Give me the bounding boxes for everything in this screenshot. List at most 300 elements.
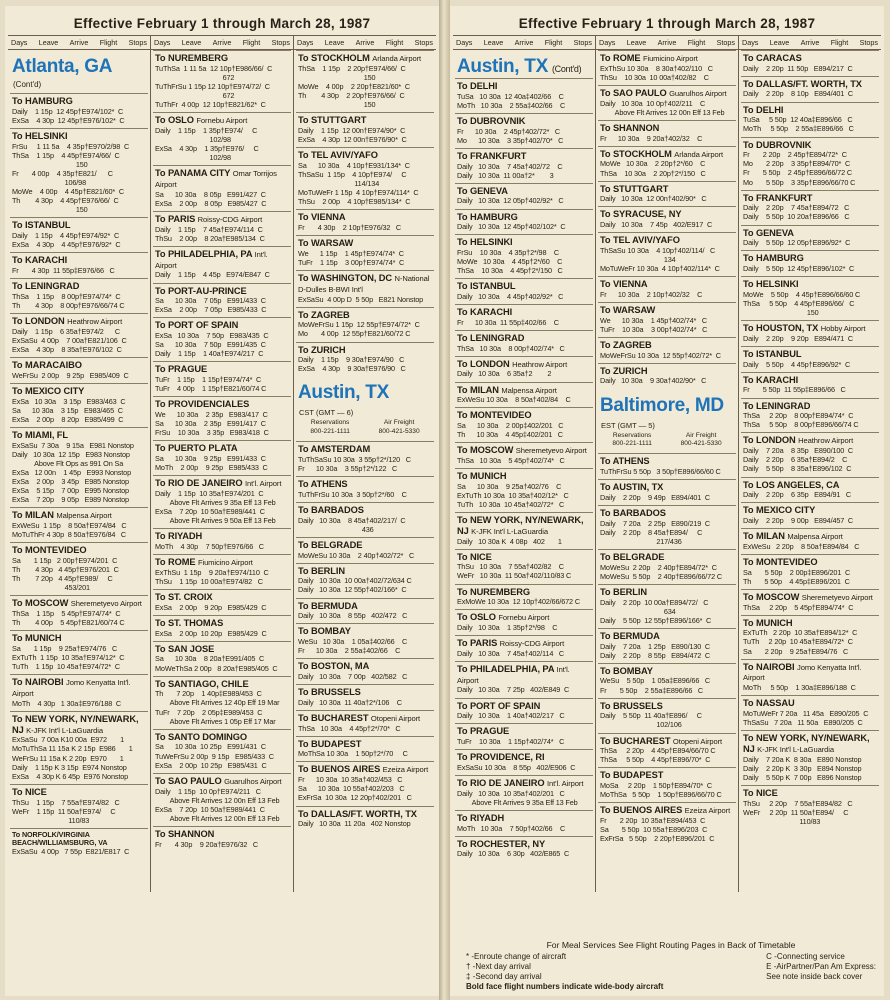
- flight-row: Daily 7 20a 8 35p E890/100 C: [743, 446, 854, 456]
- destination-name: To NEW YORK, NY/NEWARK, NJ: [457, 515, 584, 536]
- flight-row: 102/106: [600, 720, 682, 730]
- flight-row: ExSa 4 30p 4 45p†E976/92* C: [12, 240, 121, 250]
- meal-services-note: For Meal Services See Flight Routing Pages in Back of Timetable: [546, 940, 796, 951]
- flight-row: ExSa 2 00p 10 20p E985/429 C: [155, 628, 267, 638]
- destination-block: [455, 836, 593, 862]
- destination-block: [10, 427, 148, 507]
- destination-airport: Heathrow Airport: [798, 436, 854, 446]
- flight-row: Above Flt Arrives 1 05p Eff 17 Mar: [155, 716, 276, 726]
- destination-heading: [600, 508, 734, 519]
- flight-row: MoWeSu 2 20p 2 40p†E894/72* C: [600, 562, 717, 572]
- destination-name: To MUNICH: [743, 617, 793, 628]
- destination-heading: [12, 220, 146, 231]
- destination-block: [10, 674, 148, 711]
- flight-row: Daily 2 20p 6 35a†E894/2 C: [743, 455, 848, 465]
- destination-block: [153, 475, 291, 528]
- destination-block: [296, 112, 434, 147]
- flight-row: Daily 10 30a 6 30p 402/E865 C: [457, 849, 570, 859]
- destination-block: [741, 137, 879, 190]
- flight-row: MoThSa 5 50p 1 50p†E896/66/70 C: [600, 790, 722, 800]
- flight-row: WeFr 1 15p 11 50a†E974/ C: [12, 806, 116, 816]
- destination-airport: Int'l. Airport: [155, 249, 268, 270]
- destination-block: [153, 826, 291, 852]
- flight-row: 114/134: [298, 179, 380, 189]
- flight-row: WeFrSu 2 00p 9 25p E985/409 C: [12, 370, 129, 380]
- destination-block: [153, 615, 291, 641]
- destination-heading: [743, 480, 877, 491]
- flight-row: WeFr 2 20p 11 50a†E894/ C: [743, 807, 849, 817]
- column-label-days: Days: [297, 38, 314, 47]
- destination-heading: [600, 631, 734, 642]
- flight-row: ThSu 1 15p 10 00a†E974/82 C: [155, 577, 263, 587]
- destination-airport: Malpensa Airport: [787, 532, 843, 542]
- reservations-phone: [612, 432, 652, 450]
- destination-block: [598, 628, 736, 663]
- legend-airpartner: E -AirPartner/Pan Am Express:: [766, 962, 876, 971]
- destination-name: To PARIS: [457, 638, 498, 649]
- destination-heading: [12, 386, 146, 397]
- flight-row: Daily 1 15p 10 0p†E974/211 C: [155, 786, 261, 796]
- flight-row: Daily 10 30a 10 35a†402/201 C: [457, 788, 565, 798]
- flight-row: ExFrSa 10 30a 12 20p†402/201 C: [298, 793, 412, 803]
- flight-row: ThSu 10 30a 7 55a†402/82 C: [457, 562, 564, 572]
- wide-body-note: Bold face flight numbers indicate wide-body aircraft: [466, 982, 664, 991]
- column-label-flight: Flight: [687, 38, 706, 47]
- flight-row: Sa 1 15p 9 25a†E974/76 C: [12, 644, 118, 654]
- origin-city-cont: (Cont'd): [551, 64, 582, 74]
- destination-airport: Ezeiza Airport: [382, 765, 429, 775]
- destination-name: To PHILADELPHIA, PA: [155, 248, 253, 259]
- flight-row: 672: [155, 91, 235, 101]
- destination-name: To WARSAW: [600, 305, 656, 316]
- destination-heading: [457, 515, 591, 536]
- destination-block: [598, 206, 736, 232]
- origin-city-name: Austin, TX: [298, 382, 389, 404]
- schedule-column: [739, 50, 881, 892]
- destination-heading: [12, 316, 146, 327]
- destination-block: [598, 276, 736, 302]
- destination-block: [455, 382, 593, 408]
- destination-name: To HOUSTON, TX: [743, 323, 819, 334]
- destination-name: To PHILADELPHIA, PA: [457, 664, 555, 674]
- column-label-flight: Flight: [544, 38, 563, 47]
- timezone-label: EST (GMT — 5): [601, 420, 655, 430]
- flight-row: ExWeSu 10 30a 8 50a†402/84 C: [457, 395, 571, 405]
- destination-heading: [743, 193, 877, 204]
- destination-block: [296, 710, 434, 736]
- flight-row: Daily 1 15p 4 45p E974/E847 C: [155, 270, 270, 280]
- flight-row: Daily 1 15p 9 30a†E974/90 C: [298, 355, 405, 365]
- flight-row: Sa 5 50p 10 55a†E896/203 C: [600, 825, 708, 835]
- destination-name: To NEW YORK, NY/NEWARK, NJ: [12, 713, 139, 735]
- destination-heading: [155, 115, 289, 126]
- column-label-stops: Stops: [716, 38, 735, 47]
- destination-name: To DALLAS/FT. WORTH, TX: [298, 808, 417, 819]
- destination-name: To SAN JOSE: [155, 643, 215, 654]
- destination-heading: [12, 360, 146, 371]
- flight-row: Th 7 20p 4 45p†E989/ C: [12, 574, 113, 584]
- destination-airport: Malpensa Airport: [501, 385, 557, 395]
- flight-row: Above Flt Arrives 9 35a Eff 13 Feb: [457, 797, 578, 807]
- schedule-column: [151, 50, 294, 892]
- destination-name: To BERLIN: [298, 565, 345, 576]
- destination-name: To MILAN: [743, 531, 785, 542]
- destination-block: [598, 363, 736, 389]
- destination-heading: [12, 255, 146, 266]
- destination-airport: Int'l. Airport: [244, 479, 282, 489]
- column-label-arrive: Arrive: [69, 38, 89, 47]
- destination-airport: Fiumicino Airport: [642, 54, 698, 63]
- column-label-leave: Leave: [483, 38, 504, 47]
- flight-row: MoWe 10 30a 2 20p†2*/60 C: [600, 159, 706, 169]
- destination-block: [296, 658, 434, 684]
- flight-row: Daily 10 30a 1 40a†402/217 C: [457, 711, 565, 721]
- destination-block: [153, 589, 291, 615]
- flight-row: ExSa 4 30p K 6 45p E976 Nonstop: [12, 771, 129, 781]
- destination-heading: [298, 479, 432, 490]
- destination-name: To BUCHAREST: [600, 735, 671, 746]
- destination-block: [741, 50, 879, 76]
- destination-name: To SAO PAULO: [155, 775, 222, 786]
- destination-name: To GENEVA: [743, 227, 794, 238]
- destination-block: [455, 113, 593, 148]
- flight-row: Daily 2 20p 9 20p E894/471 C: [743, 333, 854, 343]
- reservations-number: 800-221-1111: [310, 428, 350, 436]
- flight-row: Above Flt Arrives 9 35a Eff 13 Feb: [155, 498, 276, 508]
- destination-name: To BUDAPEST: [298, 738, 362, 749]
- destination-heading: [600, 587, 734, 598]
- flight-row: Daily 10 30a 1 35p†2*/98 C: [457, 623, 558, 633]
- destination-name: To BOSTON, MA: [298, 661, 370, 672]
- flight-row: Daily 5 50p K 7 00p E896 Nonstop: [743, 772, 862, 782]
- destination-airport: Jomo Kenyatta Int'l. Airport: [743, 662, 862, 683]
- flight-row: Daily 10 30a 7 45a†402/72 C: [457, 161, 563, 171]
- destination-heading: [600, 88, 734, 99]
- destination-heading: [298, 505, 432, 516]
- destination-name: To MONTEVIDEO: [12, 545, 87, 556]
- page-title: Effective February 1 through March 28, 1987: [518, 16, 816, 31]
- column-label-days: Days: [742, 38, 759, 47]
- destination-heading: [457, 552, 591, 563]
- flight-row: TuThSa 1 11 5a 12 10p†E986/66/ C: [155, 63, 273, 73]
- destination-heading: [155, 776, 289, 787]
- column-label-days: Days: [11, 38, 28, 47]
- destination-block: [598, 302, 736, 337]
- origin-city-name: Baltimore, MD: [600, 394, 724, 416]
- destination-heading: [457, 410, 591, 421]
- flight-row: ExSa 4 30p 8 35a†E976/102 C: [12, 345, 122, 355]
- destination-heading: [457, 307, 591, 318]
- flight-row: 102/98: [155, 135, 231, 145]
- destination-heading: [457, 612, 591, 623]
- column-label-stops: Stops: [573, 38, 592, 47]
- destination-name: To LENINGRAD: [457, 332, 525, 343]
- destination-name: To OSLO: [457, 612, 496, 623]
- flight-row: Th 7 20p 1 40p‡E989/453 C: [155, 689, 262, 699]
- destination-heading: [457, 701, 591, 712]
- origin-city-heading: [298, 382, 432, 404]
- flight-row: TuFr 10 30a 1 15p†402/74* C: [457, 737, 565, 747]
- flight-row: ExSa 2 00p 8 20p E985/499 C: [12, 414, 124, 424]
- destination-name: To LONDON: [457, 358, 510, 369]
- destination-heading: [743, 401, 877, 412]
- flight-row: ThSa 10 30a 2 20p†2*/150 C: [600, 168, 706, 178]
- flight-row: MoTh 4 30p 1 30a‡E976/188 C: [12, 698, 122, 708]
- destination-heading: [600, 701, 734, 712]
- timezone-label: CST (GMT — 6): [299, 408, 354, 418]
- destination-name: To LENINGRAD: [743, 400, 811, 411]
- destination-name: To SYRACUSE, NY: [600, 209, 682, 220]
- flight-row: ExSa 2 00p 9 20p E985/429 C: [155, 602, 267, 612]
- destination-name: To SHANNON: [600, 122, 660, 133]
- destination-heading: [155, 214, 289, 225]
- destination-block: [741, 346, 879, 372]
- flight-row: MoWe 4 00p 4 45p†E821/60* C: [12, 187, 124, 197]
- flight-row: Daily 7 20a 1 25p E890/130 C: [600, 641, 711, 651]
- destination-block: [598, 549, 736, 584]
- destination-block: [598, 479, 736, 505]
- flight-row: 134: [600, 255, 676, 264]
- origin-city-heading: [12, 56, 146, 78]
- flight-row: Above Flt Arrives 9 50a Eff 13 Feb: [155, 516, 276, 526]
- destination-heading: [457, 778, 591, 789]
- destination-heading: [600, 53, 734, 64]
- destination-block: [153, 165, 291, 211]
- flight-row: MoWe 10 30a 4 45p†2*/60 C: [457, 257, 563, 267]
- destination-heading: [12, 598, 146, 609]
- destination-heading: [457, 281, 591, 292]
- flight-row: FrSu 10 30a 3 35p E983/418 C: [155, 428, 269, 438]
- destination-heading: [298, 540, 432, 551]
- destination-block: [598, 85, 736, 120]
- destination-heading: [743, 323, 877, 334]
- destination-block: [455, 330, 593, 356]
- destination-heading: [12, 831, 146, 848]
- destination-heading: [298, 212, 432, 223]
- destination-block: [455, 698, 593, 724]
- destination-heading: [600, 456, 734, 467]
- destination-block: [153, 211, 291, 246]
- destination-heading: [457, 664, 591, 685]
- flight-row: 102/98: [155, 153, 231, 163]
- flight-row: Daily 2 20p 7 45a†E894/72 C: [743, 203, 850, 213]
- flight-row: ExWeSu 1 15p 8 50a†E974/84 C: [12, 521, 127, 531]
- destination-block: [741, 502, 879, 528]
- destination-block: [455, 749, 593, 775]
- flight-row: Sa 10 30a 7 05p E991/433 C: [155, 296, 266, 306]
- destination-heading: [457, 237, 591, 248]
- flight-row: Daily 1 15p 12 45p†E974/102* C: [12, 106, 124, 116]
- flight-row: Daily 1 15p 6 35a†E974/2 C: [12, 326, 121, 336]
- destination-block: [598, 802, 736, 846]
- destination-name: To MONTEVIDEO: [457, 410, 532, 421]
- destination-heading: [155, 53, 289, 64]
- destination-block: [455, 609, 593, 635]
- flight-row: Sa 10 30a 9 25p E991/433 C: [155, 454, 266, 464]
- flight-row: ExSa 4 30p 1 35p†E976/ C: [155, 144, 259, 154]
- destination-block: [296, 684, 434, 710]
- destination-block: [153, 50, 291, 112]
- flight-row: ExSa 2 00p 3 45p E985 Nonstop: [12, 477, 129, 487]
- destination-heading: [457, 116, 591, 127]
- destination-name: To STUTTGART: [600, 183, 669, 194]
- column-label-leave: Leave: [181, 38, 202, 47]
- timetable-page-left: [5, 6, 439, 996]
- destination-block: [296, 761, 434, 805]
- flight-row: Daily 10 30a 11 20a 402 Nonstop: [298, 819, 411, 829]
- destination-name: To TEL AVIV/YAFO: [298, 150, 378, 161]
- destination-name: To STOCKHOLM: [600, 148, 672, 159]
- flight-row: Th 10 30a 4 45p‡402/201 C: [457, 430, 563, 440]
- destination-heading: [155, 168, 289, 189]
- destination-name: To VIENNA: [298, 212, 346, 223]
- flight-row: ExThSu 1 15p 9 20a†E974/110 C: [155, 567, 269, 577]
- destination-name: To DALLAS/FT. WORTH, TX: [743, 78, 862, 89]
- flight-row: Daily 2 20p K 3 30p E894 Nonstop: [743, 763, 862, 773]
- destination-airport: Sheremetyevo Airport: [70, 599, 142, 609]
- destination-heading: [600, 149, 734, 160]
- destination-heading: [743, 618, 877, 629]
- destination-name: To STUTTGART: [298, 115, 367, 126]
- column-header-group: [453, 36, 596, 49]
- flight-row: Sa 10 30a 2 35p E991/417 C: [155, 419, 266, 429]
- flight-row: TuFr 7 20p 2 05p‡E989/453 C: [155, 707, 263, 717]
- destination-name: To HAMBURG: [457, 211, 518, 222]
- destination-block: [10, 252, 148, 278]
- column-label-stops: Stops: [859, 38, 878, 47]
- destination-block: [598, 767, 736, 802]
- flight-row: We 10 30a 2 35p E983/417 C: [155, 410, 268, 420]
- column-header-group: [739, 36, 881, 49]
- flight-row: MoTh 10 30a 7 50p†402/66 C: [457, 823, 566, 833]
- destination-heading: [457, 726, 591, 737]
- flight-row: 110/83: [743, 816, 821, 826]
- destination-block: [10, 711, 148, 784]
- destination-block: [296, 235, 434, 270]
- flight-row: MoTuWeFr 10 30a 4 10p†402/114* C: [600, 264, 720, 274]
- flight-row: Daily 10 30a 11 40a†2*/106 C: [298, 697, 402, 707]
- flight-row: Daily 10 30a 8 45a†402/217/ C: [298, 515, 406, 525]
- destination-block: [296, 147, 434, 209]
- destination-block: [741, 589, 879, 615]
- origin-city-heading: [457, 56, 591, 78]
- destination-name: To MOSCOW: [743, 591, 800, 602]
- flight-row: Daily 5 50p 11 40a†E896/ C: [600, 711, 702, 721]
- destination-name: To FRANKFURT: [457, 150, 527, 161]
- destination-name: To PUERTO PLATA: [155, 443, 238, 454]
- flight-row: MoWeSu 5 50p 2 40p†E896/66/72 C: [600, 571, 722, 581]
- destination-name: To ISTANBUL: [457, 281, 516, 292]
- flight-row: TuThSaSu 10 30a 3 55p†2*/120 C: [298, 454, 411, 464]
- flight-row: 150: [743, 308, 819, 318]
- destination-heading: [457, 385, 591, 396]
- destination-name: To ROME: [600, 53, 641, 63]
- destination-block: [598, 453, 736, 479]
- flight-row: MoWeFrSu 10 30a 12 55p†402/72* C: [600, 350, 721, 360]
- destination-name: To RIYADH: [155, 531, 203, 542]
- flight-row: Fr 4 00p 4 35p†E821/ C: [12, 168, 113, 178]
- flight-row: ThSa 5 50p 4 45p†E896/70* C: [600, 755, 711, 765]
- destination-block: [598, 663, 736, 698]
- flight-row: Daily 10 30a 4 45p†402/92* C: [457, 292, 564, 302]
- flight-row: Sa 10 30a 10 55a†402/203 C: [298, 784, 405, 794]
- destination-block: [296, 342, 434, 377]
- destination-airport: Heathrow Airport: [512, 359, 568, 369]
- destination-name: To SANTIAGO, CHILE: [155, 678, 249, 689]
- flight-row: TuFr 10 30a 3 00p†402/74* C: [600, 324, 708, 334]
- flight-row: ExSa 4 30p 9 30a†E976/90 C: [298, 364, 406, 374]
- destination-name: To NEW YORK, NY/NEWARK, NJ: [743, 733, 870, 754]
- destination-name: To OSLO: [155, 115, 194, 126]
- column-label-arrive: Arrive: [800, 38, 820, 47]
- flight-row: Fr 4 30p 9 20a†E976/32 C: [155, 839, 259, 849]
- flight-row: MoTh 10 30a 2 55a‡402/66 C: [457, 100, 566, 110]
- air-freight-number: 800-421-5330: [680, 440, 722, 448]
- destination-heading: [743, 105, 877, 116]
- destination-block: [598, 505, 736, 549]
- destination-block: [455, 512, 593, 549]
- flight-row: Daily 5 50p 12 05p†E896/92* C: [743, 238, 851, 248]
- destination-name: To LENINGRAD: [12, 281, 80, 292]
- destination-name: To BELGRADE: [600, 551, 665, 562]
- column-label-arrive: Arrive: [212, 38, 232, 47]
- destination-block: [741, 730, 879, 785]
- destination-heading: [457, 359, 591, 370]
- flight-row: 436: [298, 524, 374, 534]
- flight-row: Daily 2 20p 11 50p E894/217 C: [743, 63, 853, 73]
- flight-row: Daily 5 50p 12 45p†E896/102* C: [743, 264, 855, 274]
- destination-name: To ROCHESTER, NY: [457, 838, 546, 849]
- destination-block: [296, 806, 434, 832]
- destination-airport: Fiumicino Airport: [197, 558, 253, 568]
- destination-heading: [743, 505, 877, 516]
- flight-row: TuThFrSu 10 30a 3 50p†2*/60 C: [298, 489, 407, 499]
- flight-row: Fr 10 30a 3 55p†2*/122 C: [298, 464, 398, 474]
- destination-block: [455, 78, 593, 113]
- flight-row: Th 4 30p 8 00p†E976/66/74 C: [12, 300, 125, 310]
- flight-row: Fr 10 30a 9 20a†402/32 C: [600, 133, 703, 143]
- flight-row: Fr 10 30a 11 55p‡402/66 C: [457, 317, 559, 327]
- destination-name: To ZAGREB: [298, 309, 350, 320]
- flight-row: 150: [12, 205, 88, 215]
- destination-block: [455, 468, 593, 512]
- destination-heading: [600, 552, 734, 563]
- flight-row: Daily 10 30a 6 35a†2 2: [457, 369, 552, 379]
- destination-name: To HAMBURG: [743, 253, 804, 264]
- destination-heading: [743, 253, 877, 264]
- column-header-group: [8, 36, 151, 49]
- destination-heading: [298, 601, 432, 612]
- destination-block: [296, 623, 434, 658]
- destination-name: To LONDON: [743, 435, 796, 446]
- flight-row: MoTh 2 00p 9 25p E985/433 C: [155, 463, 268, 473]
- destination-name: To NASSAU: [743, 698, 795, 709]
- flight-row: 150: [298, 100, 376, 110]
- destination-airport: Otopeni Airport: [672, 736, 723, 746]
- flight-row: ThSu 2 00p 4 10p†E985/134* C: [298, 197, 411, 207]
- flight-row: 110/83: [12, 815, 90, 825]
- flight-row: Sa 10 30a 10 25p E991/431 C: [155, 742, 267, 752]
- flight-row: ThSa 10 30a 4 45p†2*/70* C: [298, 723, 401, 733]
- flight-row: TuFr 1 15p 1 15p†E974/74* C: [155, 375, 262, 385]
- destination-block: [10, 278, 148, 313]
- flight-row: Th 4 30p 2 20p†E976/66/ C: [298, 91, 405, 101]
- destination-block: [10, 383, 148, 427]
- phone-numbers: [296, 419, 434, 437]
- destination-heading: [298, 566, 432, 577]
- destination-heading: [298, 661, 432, 672]
- destination-name: To ROME: [155, 557, 196, 568]
